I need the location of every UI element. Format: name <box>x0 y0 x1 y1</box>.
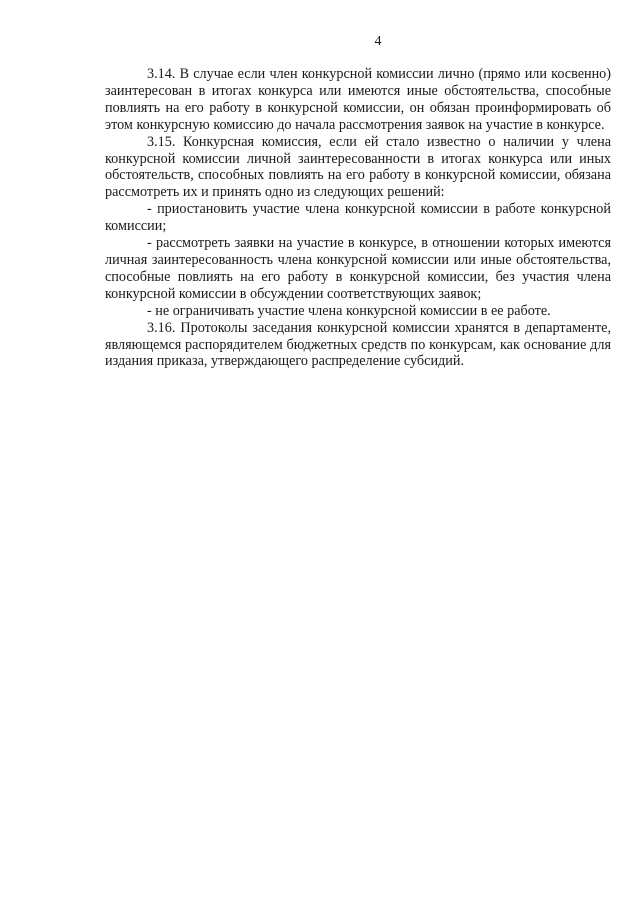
list-item-no-restriction: - не ограничивать участие члена конкурсной комиссии в ее работе. <box>147 302 551 319</box>
paragraph-3-14: 3.14. В случае если член конкурсной комиссии лично (прямо или косвенно) заинтересован в итогах конкурса или имеются иные обстоятельства, способные повлиять на его работу в конкурсной комиссии, он обязан проинформировать об этом конкурсную комиссию до начала рассмотрения заявок на участие в конкурсе. <box>105 66 611 133</box>
list-item-suspend-participation: - приостановить участие члена конкурсной комиссии в работе конкурсной комиссии; <box>105 201 611 235</box>
page-number: 4 <box>374 34 382 49</box>
paragraph-3-15: 3.15. Конкурсная комиссия, если ей стало известно о наличии у члена конкурсной комиссии личной заинтересованности в итогах конкурса или иных обстоятельств, способных повлиять на его работу в конкурсной комиссии, обязана рассмотреть их и принять одно из следующих решений: <box>105 133 611 201</box>
list-item-review-without-member: - рассмотреть заявки на участие в конкурсе, в отношении которых имеются личная заинтересованность члена конкурсной комиссии или иные обстоятельства, способные повлиять на его работу в конкурсной комиссии, без участия члена конкурсной комиссии в обсуждении соответствующих заявок; <box>105 235 611 302</box>
paragraph-3-16: 3.16. Протоколы заседания конкурсной комиссии хранятся в департаменте, являющемся распорядителем бюджетных средств по конкурсам, как основание для издания приказа, утверждающего распределение субсидий. <box>105 319 611 370</box>
document-body <box>105 66 611 370</box>
